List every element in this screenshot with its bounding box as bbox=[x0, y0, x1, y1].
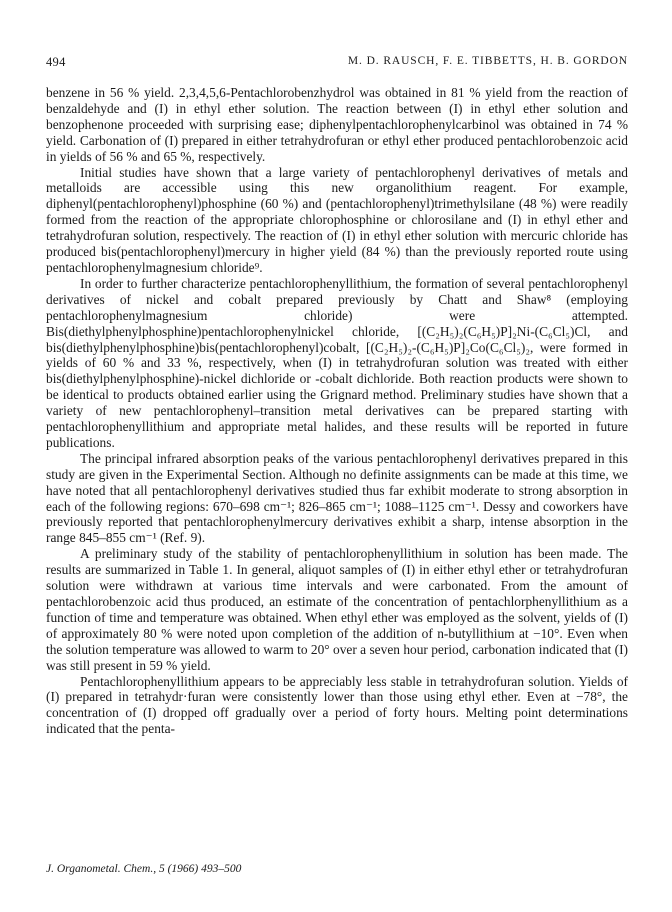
paragraph-thf-stability: Pentachlorophenyllithium appears to be appreciably less stable in tetrahydrofuran solution. Yields of (I) prepared in tetrahydr·furan were consistently lower than those using ethyl ether. Even at −78°, the concentration of (I) dropped off gradually over a period of forty hours. Melting point determinations indicated that the penta- bbox=[46, 673, 628, 737]
article-body bbox=[46, 85, 628, 737]
paragraph-infrared: The principal infrared absorption peaks of the various pentachlorophenyl derivatives prepared in this study are given in the Experimental Section. Although no definite assignments can be made at this time, we have noted that all pentachlorophenyl derivatives studied thus far exhibit moderate to strong absorption in each of the following regions: 670–698 cm⁻¹; 826–865 cm⁻¹; 1088–1125 cm⁻¹. Dessy and coworkers have previously reported that pentachlorophenylmercury derivatives exhibit a sharp, intense absorption in the range 845–855 cm⁻¹ (Ref. 9). bbox=[46, 450, 628, 546]
paragraph-initial-studies: Initial studies have shown that a large variety of pentachlorophenyl derivatives of metals and metalloids are accessible using this new organolithium reagent. For example, diphenyl(pentachlorophenyl)phosphine (60 %) and (pentachlorophenyl)trimethylsilane (48 %) were readily formed from the reaction of the appropriate chlorophosphine or chlorosilane and (I) in ethyl ether and tetrahydrofuran solution, respectively. The reaction of (I) in ethyl ether solution with mercuric chloride has produced bis(pentachlorophenyl)mercury in higher yield (84 %) than the previously reported route using pentachlorophenylmagnesium chloride⁹. bbox=[46, 164, 628, 275]
paragraph-nickel-cobalt: In order to further characterize pentachlorophenyllithium, the formation of several pentachlorophenyl derivatives of nickel and cobalt prepared previously by Chatt and Shaw⁸ (employing pentachlorophenylmagnesium chloride) were attempted. Bis(diethylphenylphosphine)pentachlorophenylnickel chloride, [(C₂H₅)₂(C₆H₅)P]₂Ni-(C₆Cl₅)Cl, and bis(diethylphenylphosphine)bis(pentachlorophenyl)cobalt, [(C₂H₅)₂-(C₆H₅)P]₂Co(C₆Cl₅)₂, were formed in yields of 60 % and 33 %, respectively, when (I) in tetrahydrofuran solution was treated with either bis(diethylphenylphosphine)-nickel dichloride or -cobalt dichloride. Both reaction products were shown to be identical to products obtained earlier using the Grignard method. Preliminary studies have shown that a variety of new pentachlorophenyl–transition metal derivatives can be prepared starting with pentachlorophenyllithium and appropriate metal halides, and these results will be reported in future publications. bbox=[46, 275, 628, 450]
journal-citation: J. Organometal. Chem., 5 (1966) 493–500 bbox=[46, 863, 242, 875]
paragraph-stability: A preliminary study of the stability of pentachlorophenyllithium in solution has been made. The results are summarized in Table 1. In general, aliquot samples of (I) in either ethyl ether or tetrahydrofuran solution were withdrawn at various time intervals and were carbonated. From the amount of pentachlorobenzoic acid thus produced, an estimate of the concentration of pentachlorphenyllithium as a function of time and temperature was obtained. When ethyl ether was employed as the solvent, yields of (I) of approximately 80 % were noted upon completion of the addition of n-butyllithium at −10°. Even when the solution temperature was allowed to warm to 20° over a seven hour period, carbonation indicated that (I) was still present in 59 % yield. bbox=[46, 546, 628, 673]
paragraph-continuation: benzene in 56 % yield. 2,3,4,5,6-Pentachlorobenzhydrol was obtained in 81 % yield from the reaction of benzaldehyde and (I) in ethyl ether solution. The reaction between (I) in ethyl ether solution and benzophenone proceeded with surprising ease; diphenylpentachlorophenylcarbinol was obtained in 74 % yield. Carbonation of (I) prepared in either tetrahydrofuran or ethyl ether produced pentachlorobenzoic acid in yields of 56 % and 65 %, respectively. bbox=[46, 85, 628, 164]
running-title: M. D. RAUSCH, F. E. TIBBETTS, H. B. GORDON bbox=[347, 55, 628, 67]
page-number: 494 bbox=[46, 55, 66, 69]
